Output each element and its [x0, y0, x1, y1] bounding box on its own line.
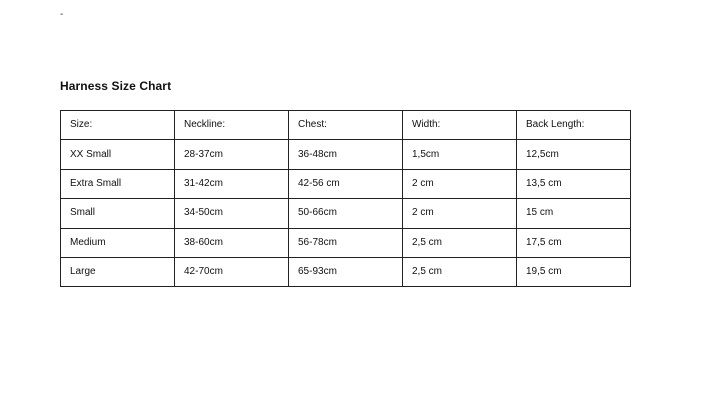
cell-neckline: 38-60cm — [175, 228, 289, 257]
cell-neckline: 28-37cm — [175, 140, 289, 169]
table-row — [61, 228, 631, 257]
cell-width: 2,5 cm — [403, 257, 517, 286]
table-row — [61, 199, 631, 228]
cell-back-length: 17,5 cm — [517, 228, 631, 257]
page-title: Harness Size Chart — [60, 79, 172, 93]
cell-width: 2,5 cm — [403, 228, 517, 257]
header-chest: Chest: — [289, 111, 403, 140]
header-width: Width: — [403, 111, 517, 140]
size-chart-table — [60, 110, 631, 287]
cell-neckline: 42-70cm — [175, 257, 289, 286]
cell-back-length: 15 cm — [517, 199, 631, 228]
cell-width: 1,5cm — [403, 140, 517, 169]
cell-size: XX Small — [61, 140, 175, 169]
header-neckline: Neckline: — [175, 111, 289, 140]
table-row — [61, 169, 631, 198]
table-row — [61, 140, 631, 169]
table-header-row — [61, 111, 631, 140]
header-size: Size: — [61, 111, 175, 140]
cell-chest: 42-56 cm — [289, 169, 403, 198]
cell-width: 2 cm — [403, 199, 517, 228]
cell-back-length: 12,5cm — [517, 140, 631, 169]
cell-back-length: 19,5 cm — [517, 257, 631, 286]
cell-back-length: 13,5 cm — [517, 169, 631, 198]
cell-chest: 65-93cm — [289, 257, 403, 286]
cell-chest: 56-78cm — [289, 228, 403, 257]
cell-size: Medium — [61, 228, 175, 257]
cell-chest: 50-66cm — [289, 199, 403, 228]
stray-dash: - — [60, 9, 64, 20]
cell-chest: 36-48cm — [289, 140, 403, 169]
cell-size: Large — [61, 257, 175, 286]
cell-neckline: 34-50cm — [175, 199, 289, 228]
cell-neckline: 31-42cm — [175, 169, 289, 198]
header-back-length: Back Length: — [517, 111, 631, 140]
cell-size: Extra Small — [61, 169, 175, 198]
cell-size: Small — [61, 199, 175, 228]
table-row — [61, 257, 631, 286]
cell-width: 2 cm — [403, 169, 517, 198]
